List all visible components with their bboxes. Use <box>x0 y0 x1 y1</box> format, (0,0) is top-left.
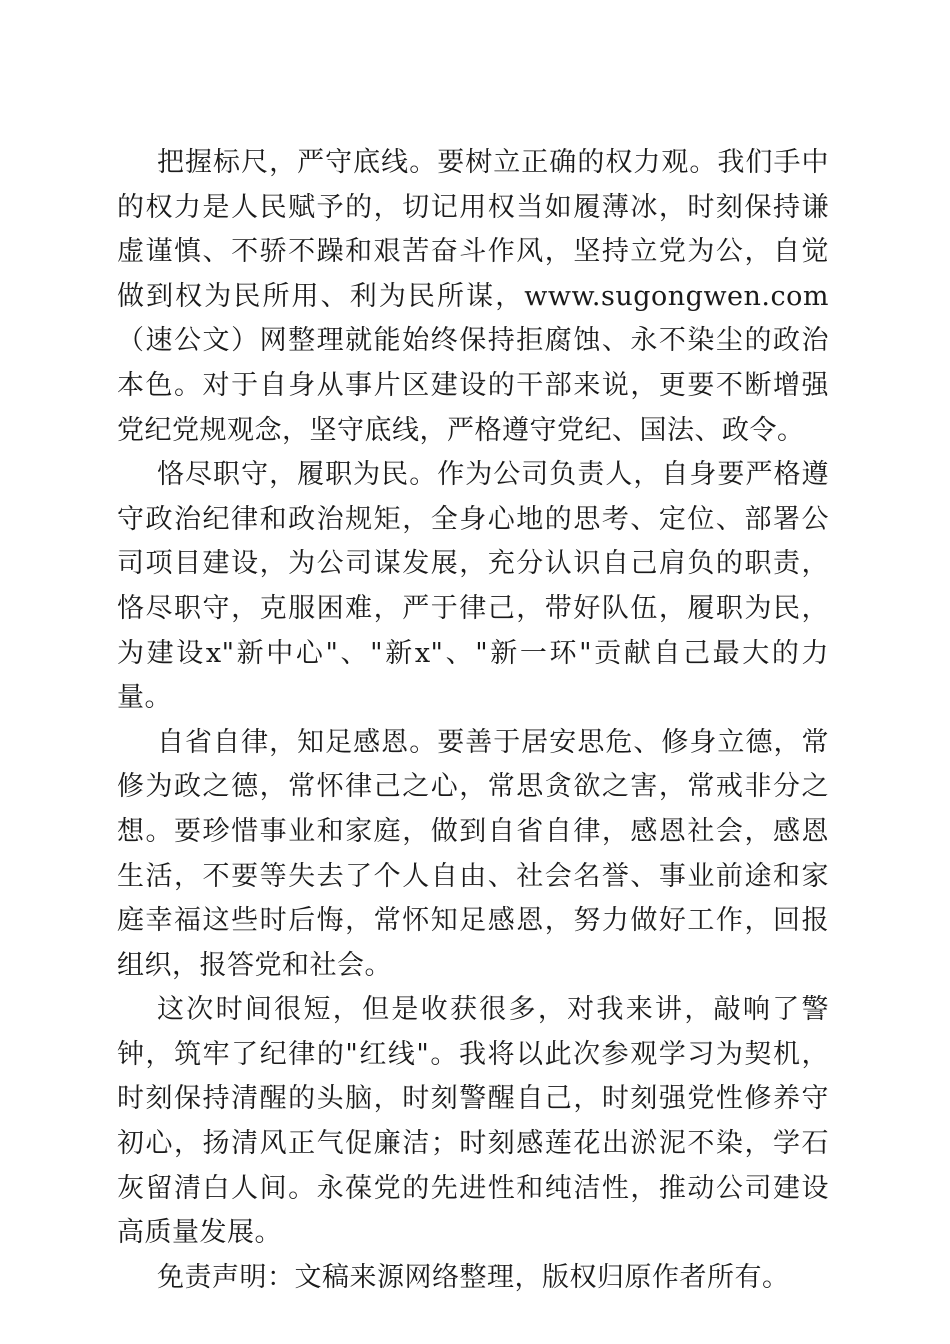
paragraph-conclusion: 这次时间很短，但是收获很多，对我来讲，敲响了警钟，筑牢了纪律的"红线"。我将以此次参观学习为契机，时刻保持清醒的头脑，时刻警醒自己，时刻强党性修养守初心，扬清风正气促廉洁；时刻感莲花出淤泥不染，学石灰留清白人间。永葆党的先进性和纯洁性，推动公司建设高质量发展。 <box>117 994 829 1249</box>
paragraph-disclaimer: 免责声明：文稿来源网络整理，版权归原作者所有。 <box>157 1261 790 1293</box>
paragraph-integrity: 把握标尺，严守底线。要树立正确的权力观。我们手中的权力是人民赋予的，切记用权当如履薄冰，时刻保持谦虚谨慎、不骄不躁和艰苦奋斗作风，坚持立党为公，自觉做到权为民所用、利为民所谋，www.sugongwen.com（速公文）网整理就能始终保持拒腐蚀、永不染尘的政治本色。对于自身从事片区建设的干部来说，更要不断增强党纪党规观念，坚守底线，严格遵守党纪、国法、政令。 <box>117 147 829 446</box>
paragraph-duty: 恪尽职守，履职为民。作为公司负责人，自身要严格遵守政治纪律和政治规矩，全身心地的思考、定位、部署公司项目建设，为公司谋发展，充分认识自己肩负的职责，恪尽职守，克服困难，严于律己，带好队伍，履职为民，为建设x"新中心"、"新x"、"新一环"贡献自己最大的力量。 <box>117 459 829 714</box>
document-body <box>117 141 829 1300</box>
paragraph-self-discipline: 自省自律，知足感恩。要善于居安思危、修身立德，常修为政之德，常怀律己之心，常思贪欲之害，常戒非分之想。要珍惜事业和家庭，做到自省自律，感恩社会，感恩生活，不要等失去了个人自由、社会名誉、事业前途和家庭幸福这些时后悔，常怀知足感恩，努力做好工作，回报组织，报答党和社会。 <box>117 726 829 981</box>
